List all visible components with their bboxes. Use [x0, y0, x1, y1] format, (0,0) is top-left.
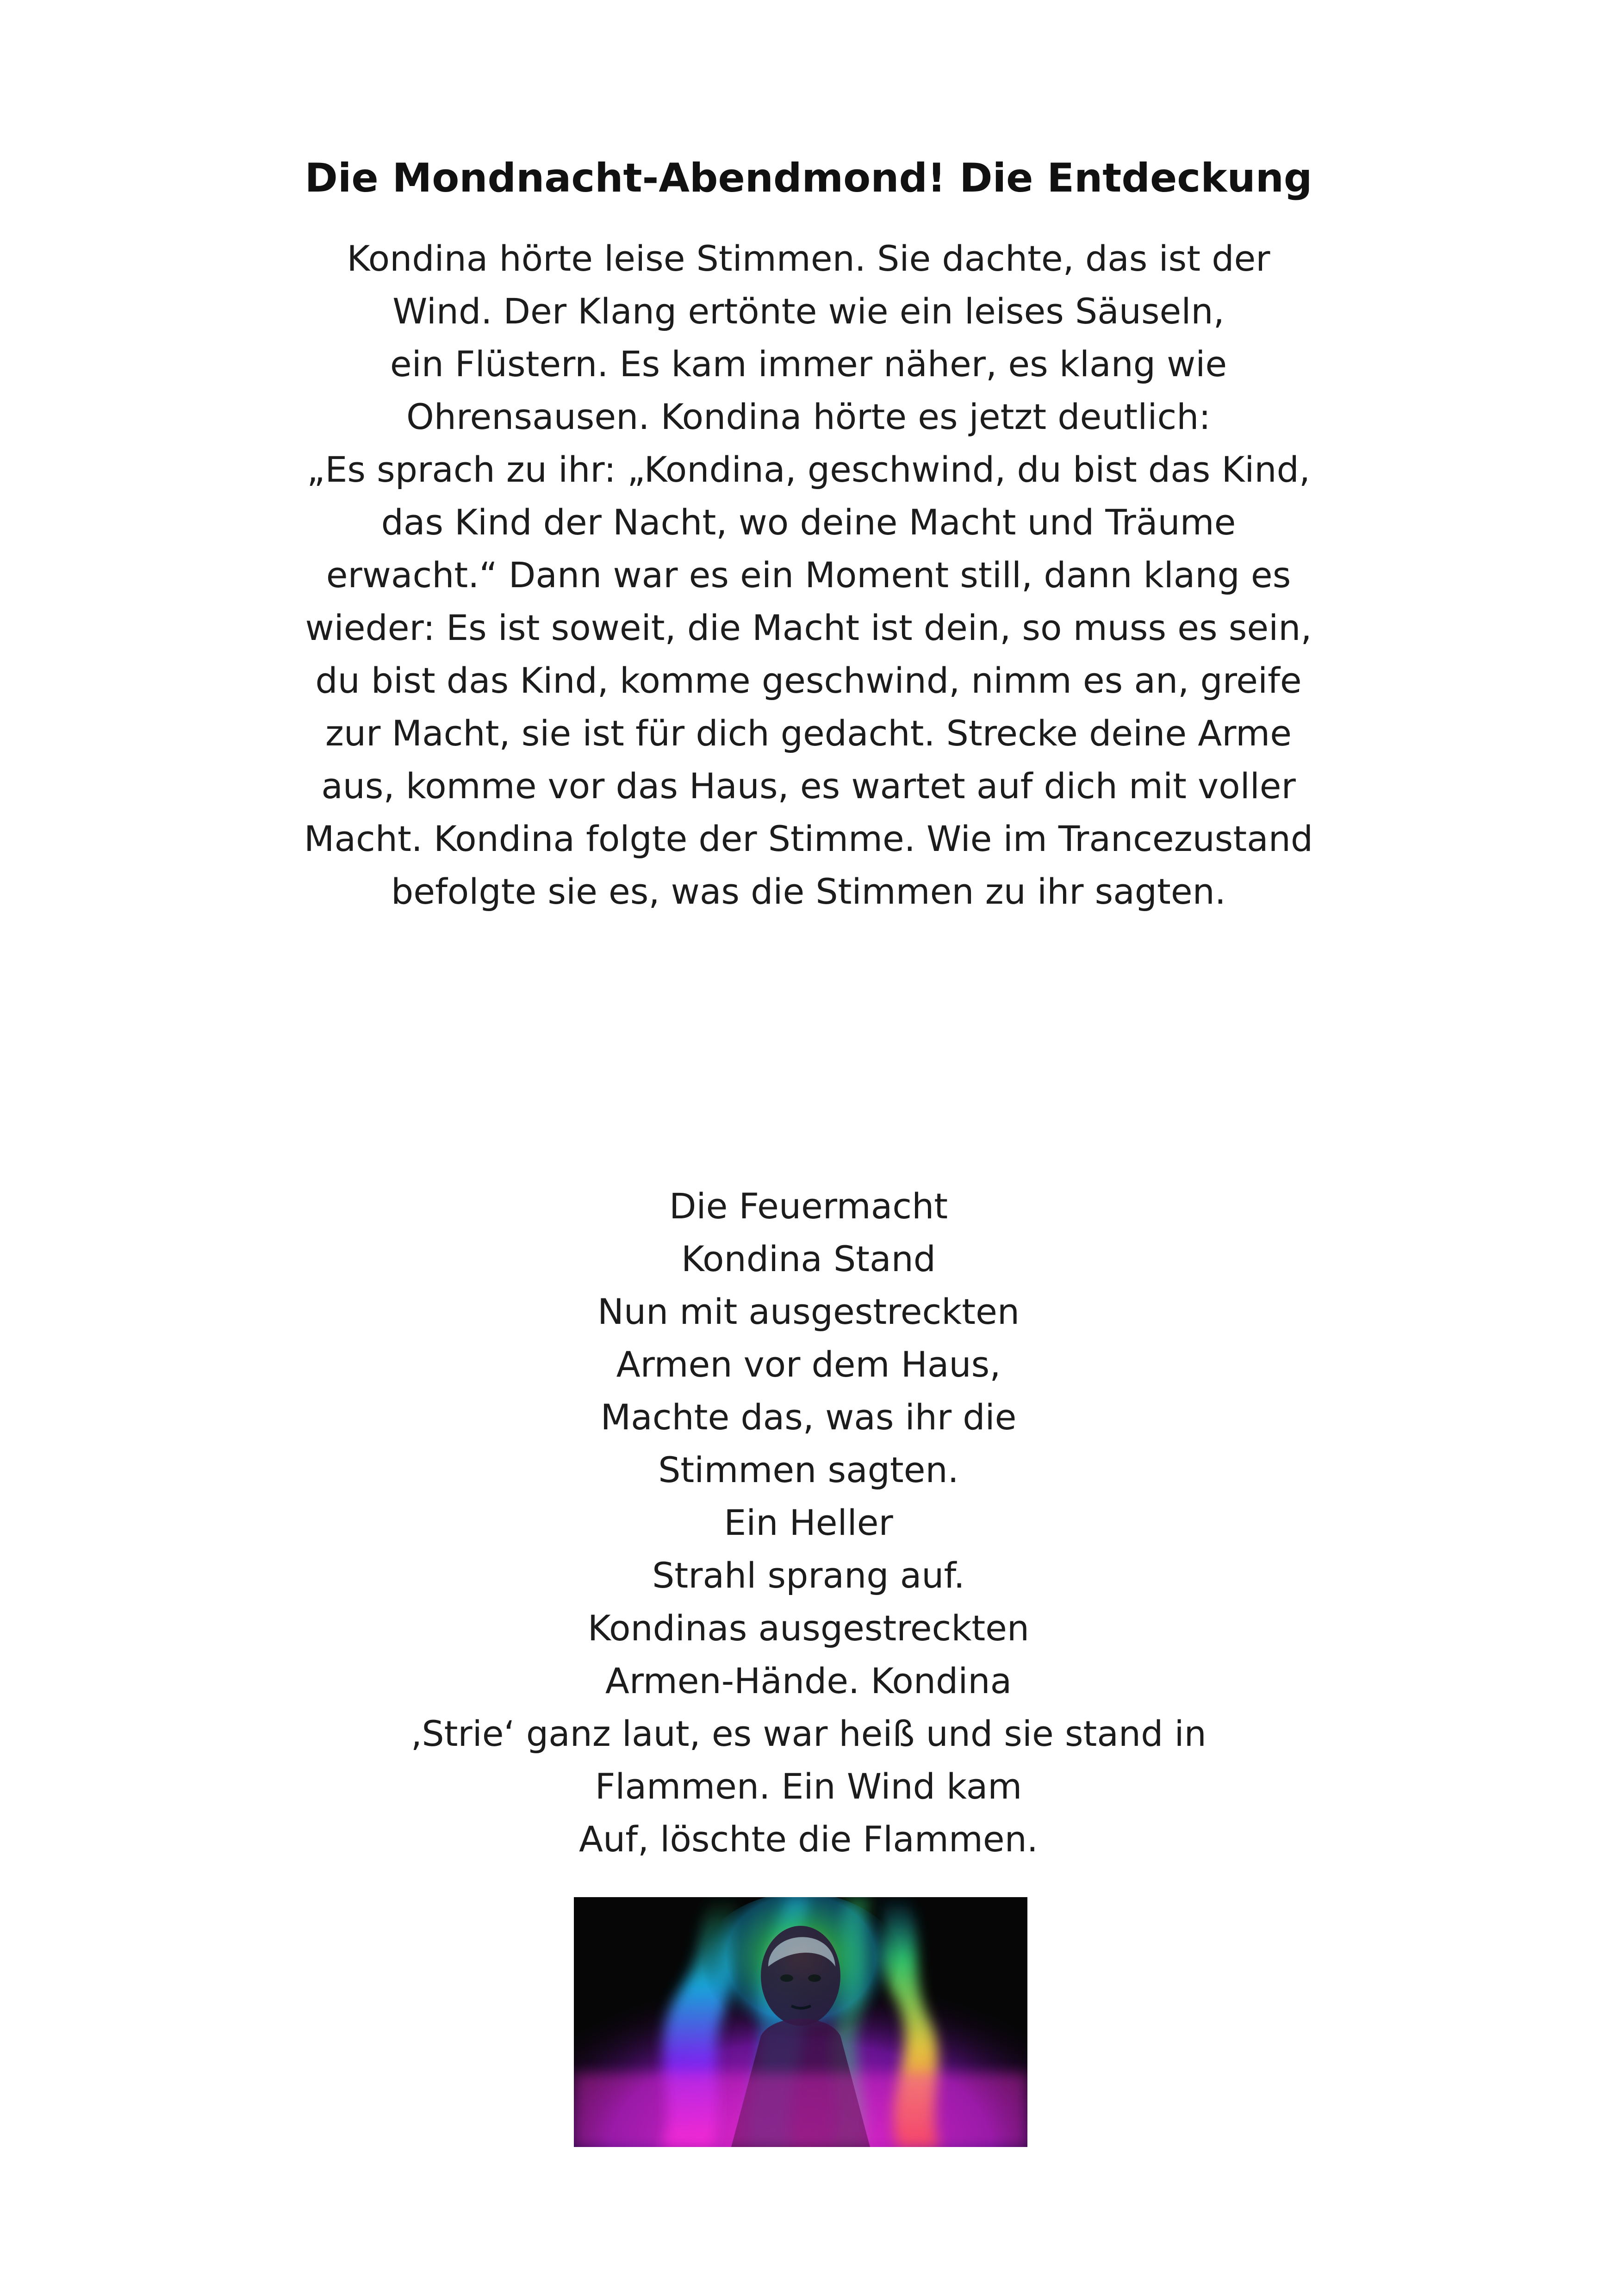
- poem-line: Strahl sprang auf.: [652, 1555, 965, 1596]
- poem-line: Kondinas ausgestreckten: [587, 1607, 1030, 1649]
- story-line: zur Macht, sie ist für dich gedacht. Strecke deine Arme: [325, 713, 1292, 754]
- poem-line: Auf, löschte die Flammen.: [579, 1818, 1038, 1860]
- story-paragraph: [0, 232, 1617, 918]
- story-line: das Kind der Nacht, wo deine Macht und Träume: [381, 502, 1236, 543]
- poem-line: Die Feuermacht: [669, 1185, 948, 1227]
- poem-line: Machte das, was ihr die: [600, 1396, 1017, 1438]
- story-line: befolgte sie es, was die Stimmen zu ihr sagten.: [391, 871, 1226, 912]
- story-line: wieder: Es ist soweit, die Macht ist dein, so muss es sein,: [305, 607, 1312, 648]
- story-line: Ohrensausen. Kondina hörte es jetzt deutlich:: [406, 396, 1211, 437]
- aura-illustration: [574, 1897, 1027, 2147]
- poem-line: ‚Strie‘ ganz laut, es war heiß und sie stand in: [410, 1713, 1207, 1754]
- story-line: aus, komme vor das Haus, es wartet auf dich mit voller: [321, 765, 1296, 807]
- poem-line: Armen vor dem Haus,: [616, 1344, 1001, 1385]
- poem-line: Armen-Hände. Kondina: [605, 1660, 1012, 1701]
- story-line: „Es sprach zu ihr: „Kondina, geschwind, du bist das Kind,: [306, 449, 1310, 490]
- poem-line: Flammen. Ein Wind kam: [595, 1766, 1022, 1807]
- story-line: Wind. Der Klang ertönte wie ein leises Säuseln,: [392, 291, 1225, 332]
- story-line: ein Flüstern. Es kam immer näher, es klang wie: [390, 343, 1227, 385]
- story-line: du bist das Kind, komme geschwind, nimm es an, greife: [315, 660, 1302, 701]
- story-line: Macht. Kondina folgte der Stimme. Wie im Trancezustand: [304, 818, 1313, 859]
- poem-line: Nun mit ausgestreckten: [597, 1291, 1020, 1332]
- poem-line: Ein Heller: [724, 1502, 893, 1543]
- story-line: Kondina hörte leise Stimmen. Sie dachte, das ist der: [347, 238, 1270, 279]
- poem-line: Kondina Stand: [681, 1238, 936, 1279]
- rainbow-aura-portrait-image: [574, 1897, 1027, 2147]
- poem-block: [0, 1180, 1617, 1866]
- poem-line: Stimmen sagten.: [658, 1449, 959, 1490]
- story-line: erwacht.“ Dann war es ein Moment still, dann klang es: [326, 554, 1291, 596]
- page-title: Die Mondnacht-Abendmond! Die Entdeckung: [305, 155, 1312, 201]
